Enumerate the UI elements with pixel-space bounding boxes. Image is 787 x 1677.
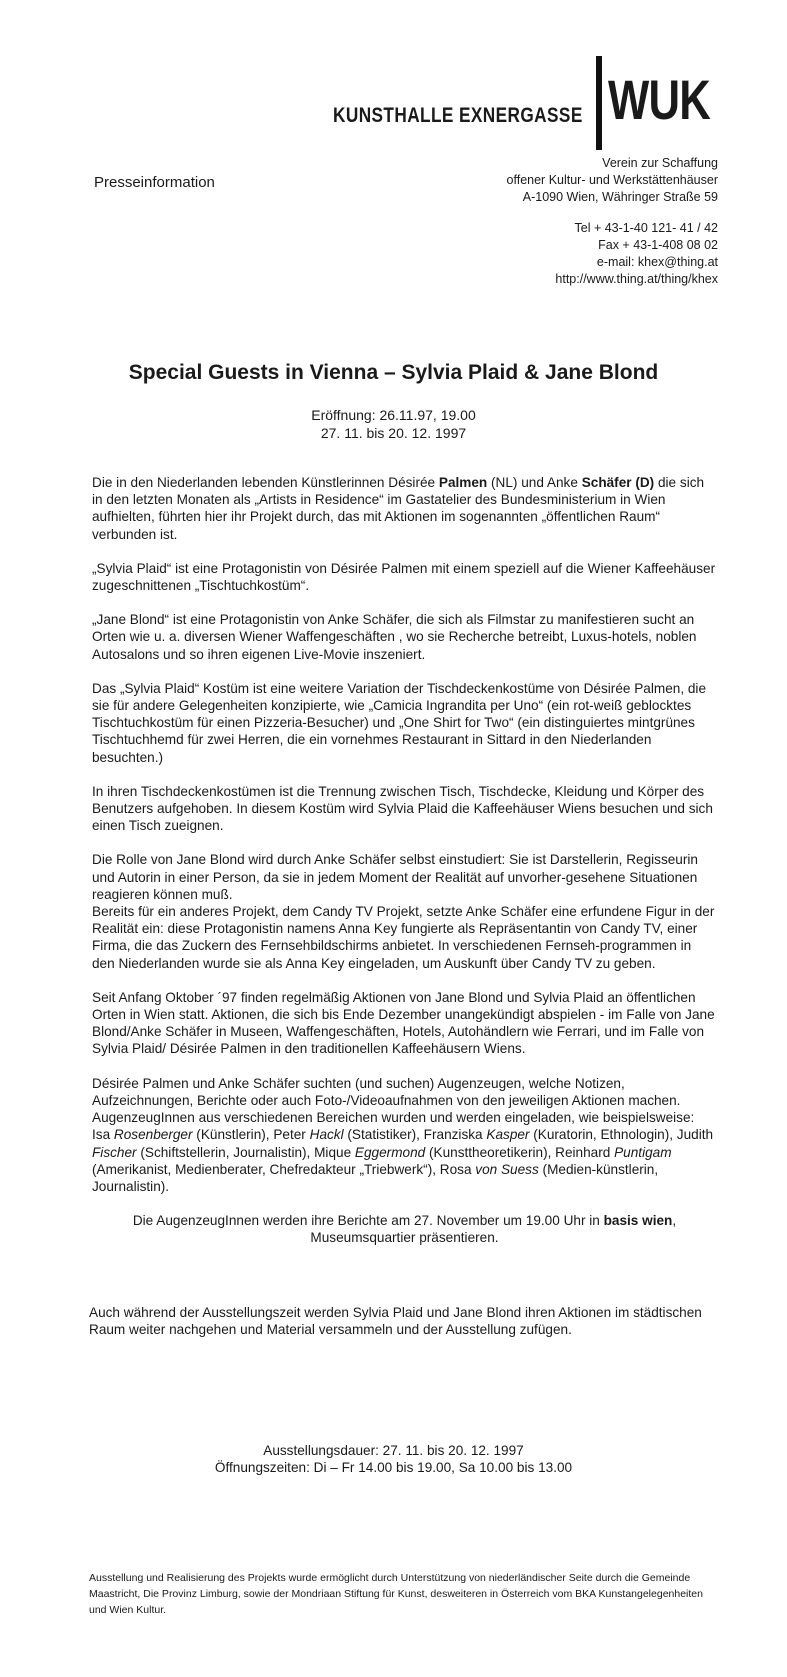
witness-list (92, 1126, 717, 1195)
paragraph: Seit Anfang Oktober ´97 finden regelmäßig Aktionen von Jane Blond und Sylvia Plaid an öffentlichen Orten in Wien statt. Aktionen, die sich bis Ende Dezember unangekündigt abspielen - im Falle von Jane Blond/Anke Schäfer in Museen, Waffengeschäften, Hotels, Autohändlern wie Ferrari, und im Falle von Sylvia Plaid/ Désirée Palmen in den traditionellen Kaffeehäusern Wiens. (92, 989, 715, 1057)
text: (Medien-künstlerin, Journalistin). (92, 1161, 659, 1194)
address-line: offener Kultur- und Werkstättenhäuser (506, 173, 718, 187)
date-range: 27. 11. bis 20. 12. 1997 (320, 425, 467, 441)
logo-divider (596, 56, 602, 150)
address-block (507, 155, 718, 206)
paragraph: In ihren Tischdeckenkostümen ist die Trennung zwischen Tisch, Tischdecke, Kleidung und Körper des Benutzers aufgehoben. In diesem Kostüm wird Sylvia Plaid die Kaffeehäuser Wiens besuchen und sich einen Tisch zueignen. (92, 783, 713, 834)
exhibition-info (0, 1442, 787, 1476)
paragraph: „Sylvia Plaid“ ist eine Protagonistin von Désirée Palmen mit einem speziell auf die Wiener Kaffeehäuser zugeschnittenen „Tischtuchkostüm“. (92, 560, 716, 594)
text: (NL) und Anke (487, 475, 582, 490)
text: Isa (92, 1127, 114, 1143)
contact-email: e-mail: khex@thing.at (596, 255, 718, 269)
footer-sponsors: Ausstellung und Realisierung des Projekts wurde ermöglicht durch Unterstützung von niederländischer Seite durch die Gemeinde Maastricht, Die Provinz Limburg, sowie der Mondriaan Stiftung für Kunst, desweiteren in Österreich vom BKA Kunstangelegenheiten und Wien Kultur. (89, 1572, 703, 1616)
text: (Kunsttheoretikerin), Reinhard (425, 1144, 615, 1160)
text: (Kuratorin, Ethnologin), Judith (529, 1127, 714, 1143)
witness-name: von Suess (475, 1161, 539, 1177)
presentation-notice (92, 1212, 717, 1246)
text: (Schiftstellerin, Journalistin), Mique (136, 1144, 355, 1160)
venue-name: basis wien (603, 1213, 673, 1229)
artist-name: Palmen (438, 475, 488, 490)
witness-name: Puntigam (614, 1144, 672, 1160)
paragraph: „Jane Blond“ ist eine Protagonistin von Anke Schäfer, die sich als Filmstar zu manifestieren sucht an Orten wie u. a. diversen Wiener Waffengeschäften , wo sie Recherche betreibt, Luxus-hotels, noblen Autosalons und so ihren eigenen Live-Movie inszeniert. (92, 612, 697, 662)
contact-url: http://www.thing.at/thing/khex (555, 272, 718, 286)
logo-brand: WUK (608, 68, 710, 131)
exhibition-note: Auch während der Ausstellungszeit werden Sylvia Plaid und Jane Blond ihren Aktionen im städtischen Raum weiter nachgehen und Material versammeln und der Ausstellung zufügen. (89, 1305, 702, 1338)
address-line: Verein zur Schaffung (602, 156, 718, 170)
press-label: Presseinformation (94, 174, 215, 191)
page-title: Special Guests in Vienna – Sylvia Plaid & Jane Blond (128, 361, 659, 384)
address-line: A-1090 Wien, Währinger Straße 59 (522, 190, 718, 204)
text: (Amerikanist, Medienberater, Chefredakteur „Triebwerk“), Rosa (92, 1161, 476, 1177)
witness-name: Rosenberger (113, 1127, 193, 1143)
contact-phone: Tel + 43-1-40 121- 41 / 42 (574, 221, 718, 235)
contact-fax: Fax + 43-1-408 08 02 (598, 238, 718, 252)
text: , (672, 1213, 677, 1229)
opening-date: Eröffnung: 26.11.97, 19.00 (311, 407, 476, 423)
witness-name: Fischer (92, 1144, 137, 1160)
text: (Künstlerin), Peter (192, 1127, 310, 1143)
text: Die AugenzeugInnen werden ihre Berichte am 27. November um 19.00 Uhr in (132, 1213, 604, 1229)
paragraph: Bereits für ein anderes Projekt, dem Candy TV Projekt, setzte Anke Schäfer eine erfundene Figur in der Realität ein: diese Protagonistin namens Anna Key fungierte als Repräsentantin von Candy TV, einer Firma, die das Zuckern des Fernsehbildschirms anbietet. In verschiedenen Fernseh-programmen in den Niederlanden wurde sie als Anna Key eingeladen, um Auskunft über Candy TV zu geben. (92, 904, 715, 971)
text: die sich in den letzten Monaten als „Artists in Residence“ im Gastatelier des Bundesministerium in Wien aufhielten, führten hier ihr Projekt durch, das mit Aktionen im sogenannten „öffentlichen Raum“ verbunden ist. (92, 475, 705, 542)
opening-dates (0, 406, 787, 442)
text: Museumsquartier präsentieren. (310, 1230, 499, 1246)
exhibition-duration: Ausstellungsdauer: 27. 11. bis 20. 12. 1997 (263, 1443, 524, 1458)
paragraph: Die Rolle von Jane Blond wird durch Anke Schäfer selbst einstudiert: Sie ist Darstellerin, Regisseurin und Autorin in einer Person, da sie in jedem Moment der Realität auf unvorher-gesehene Situationen reagieren können muß. (92, 852, 698, 902)
paragraph: Das „Sylvia Plaid“ Kostüm ist eine weitere Variation der Tischdeckenkostüme von Désirée Palmen, die sie für andere Gelegenheiten konzipierte, wie „Camicia Ingrandita per Uno“ (ein rot-weiß geblocktes Tischtuchkostüm für einen Pizzeria-Besucher) und „One Shirt for Two“ (ein distinguiertes mintgrünes Tischtuchhemd für zwei Herren, die ein vornehmes Restaurant in Sittard in den Niederlanden besuchten.) (92, 680, 707, 765)
logo-text: KUNSTHALLE EXNERGASSE (333, 104, 583, 127)
witness-name: Eggermond (354, 1144, 426, 1160)
text: Die in den Niederlanden lebenden Künstlerinnen Désirée (92, 475, 439, 490)
contact-block (555, 220, 718, 288)
paragraph (92, 474, 717, 543)
witness-name: Kasper (486, 1127, 530, 1143)
artist-name: Schäfer (D) (581, 475, 655, 490)
opening-hours: Öffnungszeiten: Di – Fr 14.00 bis 19.00, Sa 10.00 bis 13.00 (214, 1460, 573, 1476)
paragraph: Désirée Palmen und Anke Schäfer suchten (und suchen) Augenzeugen, welche Notizen, Aufzeichnungen, Berichte oder auch Foto-/Videoaufnahmen von den jeweiligen Aktionen machen. AugenzeugInnen aus verschiedenen Bereichen wurden und werden eingeladen, wie beispielsweise: (92, 1075, 695, 1126)
press-body (92, 474, 717, 1264)
text: (Statistiker), Franziska (343, 1127, 487, 1143)
witness-name: Hackl (309, 1127, 344, 1143)
